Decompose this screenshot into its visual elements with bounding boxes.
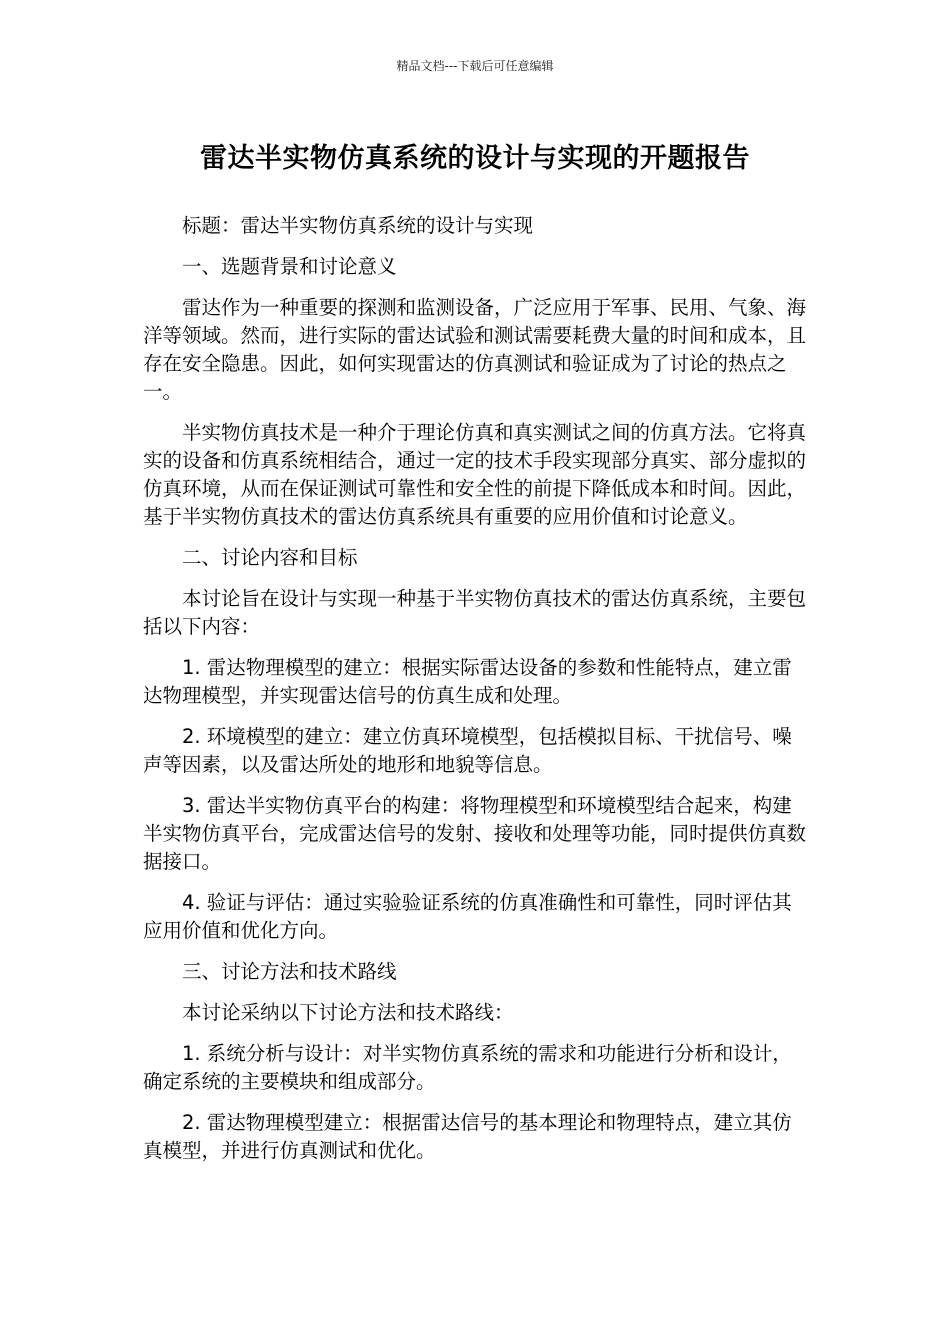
paragraph-background-1: 雷达作为一种重要的探测和监测设备，广泛应用于军事、民用、气象、海洋等领域。然而，进行实际的雷达试验和测试需要耗费大量的时间和成本，且存在安全隐患。因此，如何实现雷达的仿真测试和验证成为了讨论的热点之一。 (143, 296, 807, 403)
section-heading-background: 一、选题背景和讨论意义 (182, 255, 397, 278)
list-item-content-2: 2. 环境模型的建立：建立仿真环境模型，包括模拟目标、干扰信号、噪声等因素，以及雷达所处的地形和地貌等信息。 (143, 725, 792, 776)
list-item-method-2: 2. 雷达物理模型建立：根据雷达信号的基本理论和物理特点，建立其仿真模型，并进行仿真测试和优化。 (143, 1111, 792, 1162)
paragraph-method-intro: 本讨论采纳以下讨论方法和技术路线： (182, 1001, 514, 1024)
list-item-content-3: 3. 雷达半实物仿真平台的构建：将物理模型和环境模型结合起来，构建半实物仿真平台，完成雷达信号的发射、接收和处理等功能，同时提供仿真数据接口。 (143, 794, 807, 873)
section-heading-method: 三、讨论方法和技术路线 (182, 960, 397, 983)
list-item-method-1: 1. 系统分析与设计：对半实物仿真系统的需求和功能进行分析和设计，确定系统的主要模块和组成部分。 (143, 1042, 792, 1093)
page-header: 精品文档---下载后可任意编辑 (396, 59, 554, 73)
subject-line: 标题：雷达半实物仿真系统的设计与实现 (182, 214, 534, 237)
section-heading-content: 二、讨论内容和目标 (182, 546, 358, 569)
paragraph-content-intro: 本讨论旨在设计与实现一种基于半实物仿真技术的雷达仿真系统，主要包括以下内容： (143, 587, 807, 638)
page-title: 雷达半实物仿真系统的设计与实现的开题报告 (200, 143, 750, 174)
paragraph-background-2: 半实物仿真技术是一种介于理论仿真和真实测试之间的仿真方法。它将真实的设备和仿真系统相结合，通过一定的技术手段实现部分真实、部分虚拟的仿真环境，从而在保证测试可靠性和安全性的前提下降低成本和时间。因此，基于半实物仿真技术的雷达仿真系统具有重要的应用价值和讨论意义。 (143, 421, 807, 528)
document-body (143, 212, 808, 1178)
list-item-content-1: 1. 雷达物理模型的建立：根据实际雷达设备的参数和性能特点，建立雷达物理模型，并实现雷达信号的仿真生成和处理。 (143, 656, 792, 707)
list-item-content-4: 4. 验证与评估：通过实验验证系统的仿真准确性和可靠性，同时评估其应用价值和优化方向。 (143, 891, 792, 942)
